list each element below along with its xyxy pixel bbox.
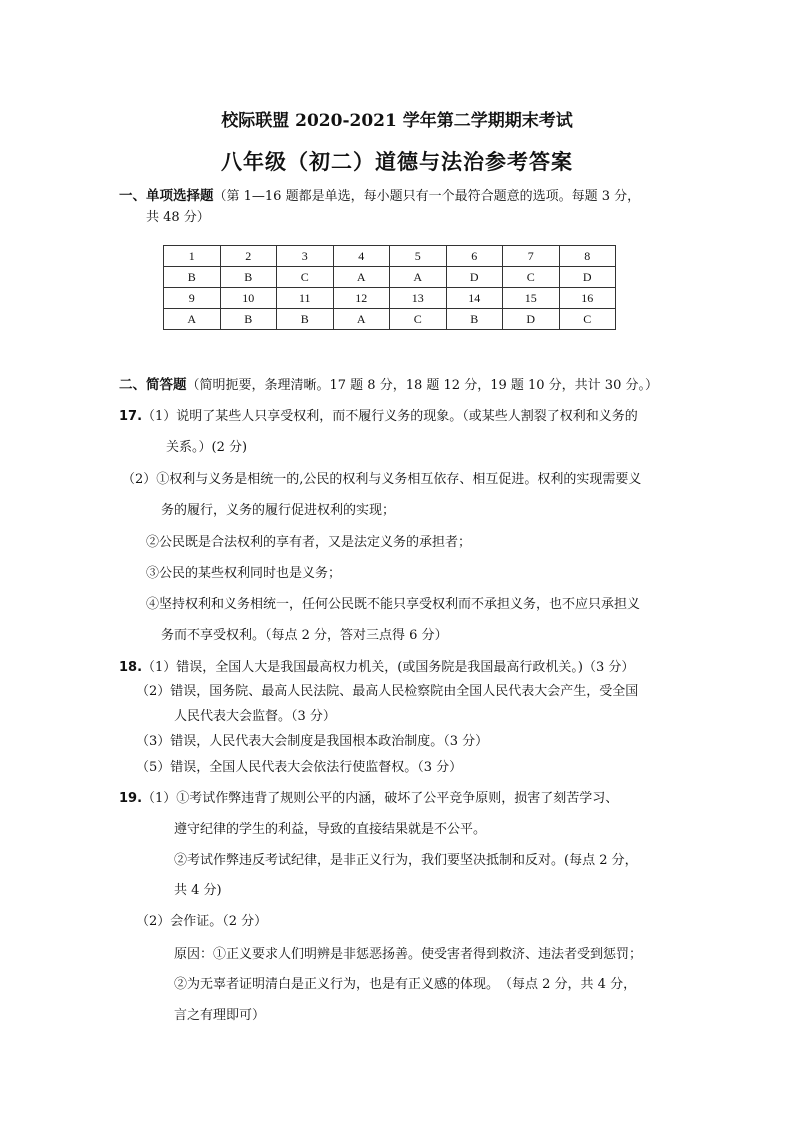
q19-line-5: （2）会作证。（2 分） [136, 914, 268, 929]
table-cell: 5 [390, 246, 447, 267]
section2-note: （简明扼要，条理清晰。17 题 8 分，18 题 12 分，19 题 10 分，共计 30 分。） [186, 378, 658, 393]
table-cell: 6 [446, 246, 503, 267]
section1-heading: 一、单项选择题 [119, 188, 214, 204]
q17-line-3: （2）①权利与义务是相统一的,公民的权利与义务相互依存、相互促进。权利的实现需要义 [122, 472, 642, 487]
exam-title: 校际联盟 2020-2021 学年第二学期期末考试 [221, 111, 573, 131]
table-cell: 2 [220, 246, 277, 267]
table-cell: D [446, 267, 503, 288]
table-cell: 15 [503, 288, 560, 309]
table-cell: 3 [277, 246, 334, 267]
table-cell: A [164, 309, 221, 330]
q18-line-2: （2）错误，国务院、最高人民法院、最高人民检察院由全国人民代表大会产生，受全国 [136, 684, 639, 699]
table-cell: B [446, 309, 503, 330]
q18-line-3: 人民代表大会监督。（3 分） [174, 709, 336, 724]
q18-line-4: （3）错误，人民代表大会制度是我国根本政治制度。（3 分） [136, 734, 489, 749]
table-cell: 1 [164, 246, 221, 267]
table-cell: B [164, 267, 221, 288]
section1-heading-line [119, 184, 640, 204]
q19-line-1: 19.（1）①考试作弊违背了规则公平的内涵，破坏了公平竞争原则，损害了刻苦学习、 [119, 791, 619, 806]
table-cell: D [559, 267, 616, 288]
q19-line-2: 遵守纪律的学生的利益，导致的直接结果就是不公平。 [174, 822, 487, 837]
q18-line-5: （5）错误，全国人民代表大会依法行使监督权。（3 分） [136, 760, 463, 775]
table-cell: 13 [390, 288, 447, 309]
table-cell: B [220, 309, 277, 330]
q19-line-4: 共 4 分) [174, 883, 222, 898]
table-cell: 10 [220, 288, 277, 309]
table-cell: 9 [164, 288, 221, 309]
answer-table [163, 245, 616, 330]
q17-line-7: ④坚持权利和义务相统一，任何公民既不能只享受权利而不承担义务，也不应只承担义 [146, 597, 641, 612]
q19-line-8: 言之有理即可） [174, 1008, 266, 1023]
table-cell: C [503, 267, 560, 288]
question-number: 17. [119, 409, 143, 424]
table-cell: B [220, 267, 277, 288]
table-cell: 14 [446, 288, 503, 309]
q17-line-1: 17.（1）说明了某些人只享受权利，而不履行义务的现象。（或某些人割裂了权利和义务的 [119, 409, 638, 424]
table-cell: C [277, 267, 334, 288]
table-cell: 12 [333, 288, 390, 309]
table-row [164, 246, 616, 267]
table-row [164, 267, 616, 288]
q19-line-6: 原因：①正义要求人们明辨是非惩恶扬善。使受害者得到救济、违法者受到惩罚； [174, 947, 643, 962]
section1-note: （第 1—16 题都是单选，每小题只有一个最符合题意的选项。每题 3 分， [213, 189, 641, 204]
section1-note-cont: 共 48 分） [146, 210, 210, 225]
table-cell: 16 [559, 288, 616, 309]
table-row [164, 309, 616, 330]
table-cell: D [503, 309, 560, 330]
table-cell: A [333, 267, 390, 288]
table-cell: 11 [277, 288, 334, 309]
q17-line-8: 务而不享受权利。（每点 2 分，答对三点得 6 分） [161, 628, 448, 643]
question-number: 18. [119, 660, 143, 675]
table-cell: C [390, 309, 447, 330]
q17-line-4: 务的履行，义务的履行促进权利的实现； [161, 503, 396, 518]
question-number: 19. [119, 791, 143, 806]
q19-line-3: ②考试作弊违反考试纪律，是非正义行为，我们要坚决抵制和反对。(每点 2 分， [174, 853, 638, 868]
section2-heading-line [119, 373, 658, 393]
q17-line-6: ③公民的某些权利同时也是义务； [146, 566, 342, 581]
q17-line-5: ②公民既是合法权利的享有者，又是法定义务的承担者； [146, 535, 472, 550]
q17-line-2: 关系。）(2 分) [166, 440, 248, 455]
table-cell: A [390, 267, 447, 288]
table-cell: B [277, 309, 334, 330]
q18-line-1: 18.（1）错误，全国人大是我国最高权力机关，(或国务院是我国最高行政机关。)（3 分） [119, 660, 635, 675]
table-cell: 4 [333, 246, 390, 267]
table-row [164, 288, 616, 309]
q19-line-7: ②为无辜者证明清白是正义行为，也是有正义感的体现。 （每点 2 分，共 4 分， [174, 977, 637, 992]
table-cell: C [559, 309, 616, 330]
table-cell: A [333, 309, 390, 330]
table-cell: 8 [559, 246, 616, 267]
document-subtitle: 八年级（初二）道德与法治参考答案 [221, 149, 573, 174]
table-cell: 7 [503, 246, 560, 267]
section2-heading: 二、简答题 [119, 377, 187, 393]
